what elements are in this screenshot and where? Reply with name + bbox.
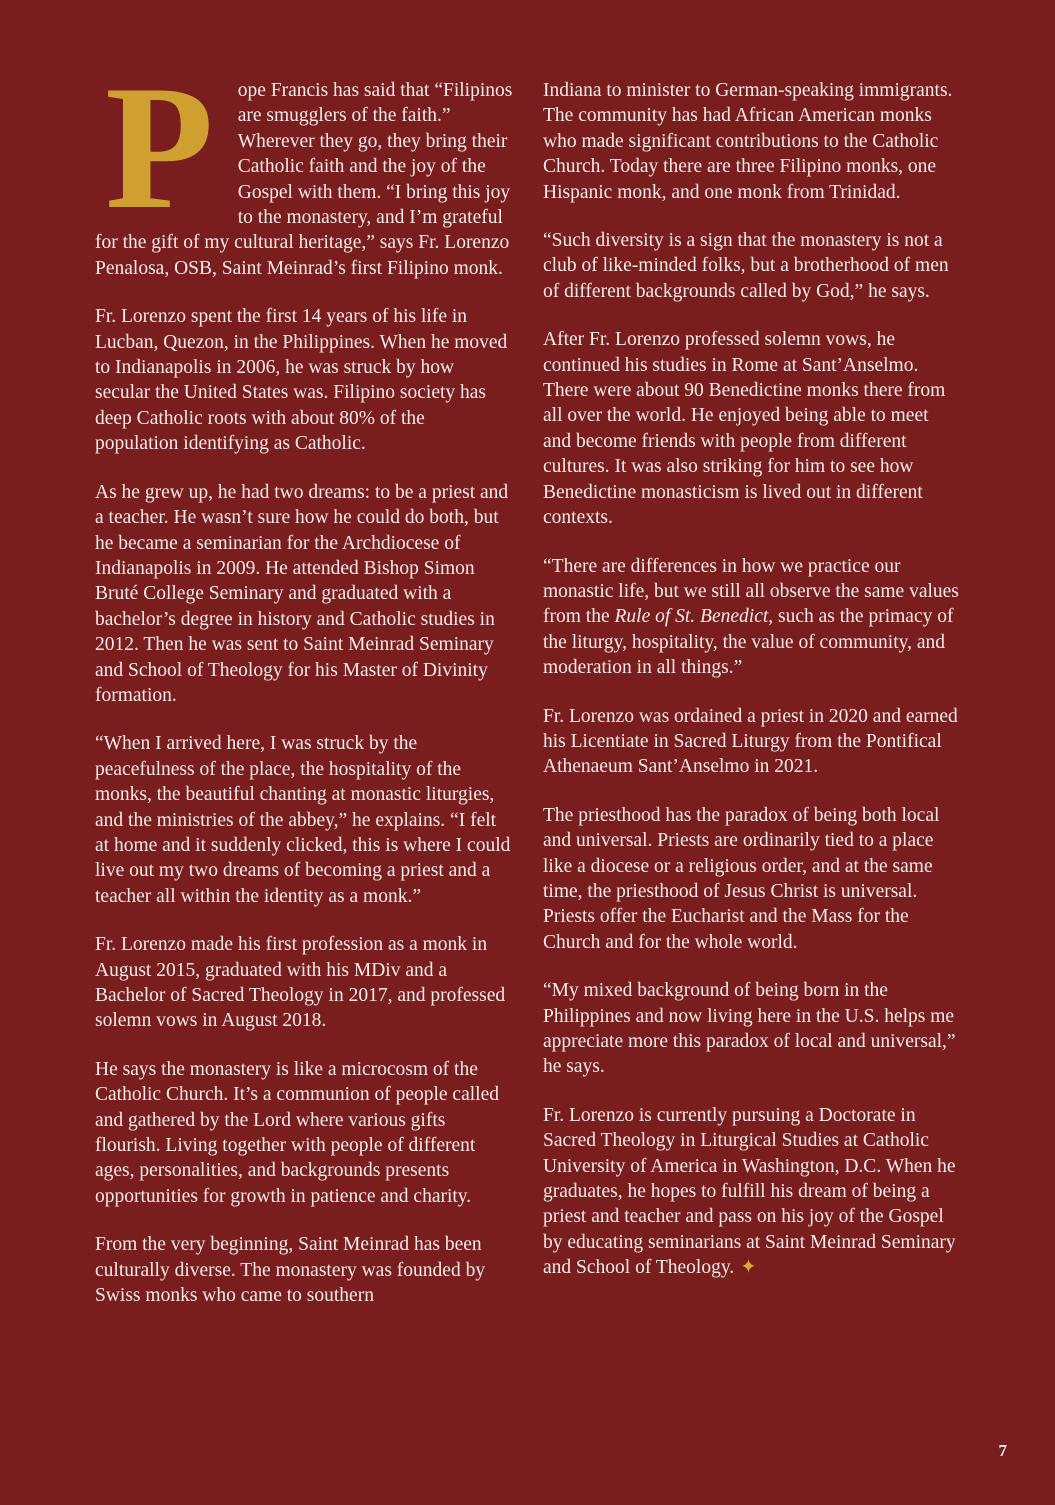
article-paragraph [95, 48, 513, 281]
article-paragraph: From the very beginning, Saint Meinrad has been culturally diverse. The monastery was founded by Swiss monks who came to southern [95, 1234, 486, 1307]
article-paragraph [543, 554, 961, 681]
page-number: 7 [998, 1441, 1007, 1460]
article-paragraph: The priesthood has the paradox of being both local and universal. Priests are ordinarily tied to a place like a diocese or a religious order, and at the same time, the priesthood of Jesus Christ is universal. Priests offer the Eucharist and the Mass for the Church and for the whole world. [543, 804, 940, 953]
article-paragraph [543, 1103, 961, 1281]
article-paragraph: Indiana to minister to German-speaking immigrants. The community has had African American monks who made significant contributions to the Catholic Church. Today there are three Filipino monks, one Hispanic monk, and one monk from Trinidad. [543, 80, 953, 203]
article-paragraph: As he grew up, he had two dreams: to be a priest and a teacher. He wasn’t sure how he could do both, but he became a seminarian for the Archdiocese of Indianapolis in 2009. He attended Bishop Simon Bruté College Seminary and graduated with a bachelor’s degree in history and Catholic studies in 2012. Then he was sent to Saint Meinrad Seminary and School of Theology for his Master of Divinity formation. [95, 481, 509, 706]
paragraph-text: Fr. Lorenzo is currently pursuing a Doctorate in Sacred Theology in Liturgical Studies at Catholic University of America in Washington, D.C. When he graduates, he hopes to fulfill his dream of being a priest and teacher and pass on his joy of the Gospel by educating seminarians at Saint Meinrad Seminary and School of Theology. [543, 1104, 956, 1279]
paragraph-text: , such as the primacy of the liturgy, hospitality, the value of community, and moderation in all things.” [543, 606, 954, 679]
article-paragraph: He says the monastery is like a microcosm of the Catholic Church. It’s a communion of people called and gathered by the Lord where various gifts flourish. Living together with people of different ages, personalities, and backgrounds presents opportunities for growth in patience and charity. [95, 1058, 499, 1207]
article-paragraph: After Fr. Lorenzo professed solemn vows, he continued his studies in Rome at Sant’Anselmo. There were about 90 Benedictine monks there from all over the world. He enjoyed being able to meet and become friends with people from different cultures. It was also striking for him to see how Benedictine monasticism is lived out in different contexts. [543, 329, 946, 529]
article-paragraph: “When I arrived here, I was struck by the peacefulness of the place, the hospitality of the monks, the beautiful chanting at monastic liturgies, and the ministries of the abbey,” he explains. “I felt at home and it suddenly clicked, this is where I could live out my two dreams of becoming a priest and a teacher all within the identity as a monk.” [95, 733, 511, 907]
paragraph-text: ope Francis has said that “Filipinos are smugglers of the faith.” Wherever they go, they bring their Catholic faith and the joy of the Gospel with them. “I bring this joy to the monastery, and I’m grateful for the gift of my cultural heritage,” says Fr. Lorenzo Penalosa, OSB, Saint Meinrad’s first Filipino monk. [95, 80, 513, 279]
paragraph-text: “There are differences in how we practice our monastic life, but we still all observe the same values from the [543, 555, 959, 628]
drop-cap: P [105, 48, 214, 246]
article-paragraph: Fr. Lorenzo made his first profession as a monk in August 2015, graduated with his MDiv and a Bachelor of Sacred Theology in 2017, and professed solemn vows in August 2018. [95, 934, 506, 1032]
article-column-right [543, 78, 961, 1304]
article-paragraph: Fr. Lorenzo spent the first 14 years of his life in Lucban, Quezon, in the Philippines. When he moved to Indianapolis in 2006, he was struck by how secular the United States was. Filipino society has deep Catholic roots with about 80% of the population identifying as Catholic. [95, 306, 508, 455]
article-column-left [95, 48, 513, 1331]
article-paragraph: Fr. Lorenzo was ordained a priest in 2020 and earned his Licentiate in Sacred Liturgy from the Pontifical Athenaeum Sant’Anselmo in 2021. [543, 705, 958, 778]
article-paragraph: “My mixed background of being born in the Philippines and now living here in the U.S. helps me appreciate more this paradox of local and universal,” he says. [543, 980, 956, 1078]
article-paragraph: “Such diversity is a sign that the monastery is not a club of like-minded folks, but a brotherhood of men of different backgrounds called by God,” he says. [543, 230, 949, 302]
book-title: Rule of St. Benedict [614, 606, 769, 628]
end-mark-icon: ✦ [740, 1257, 757, 1279]
